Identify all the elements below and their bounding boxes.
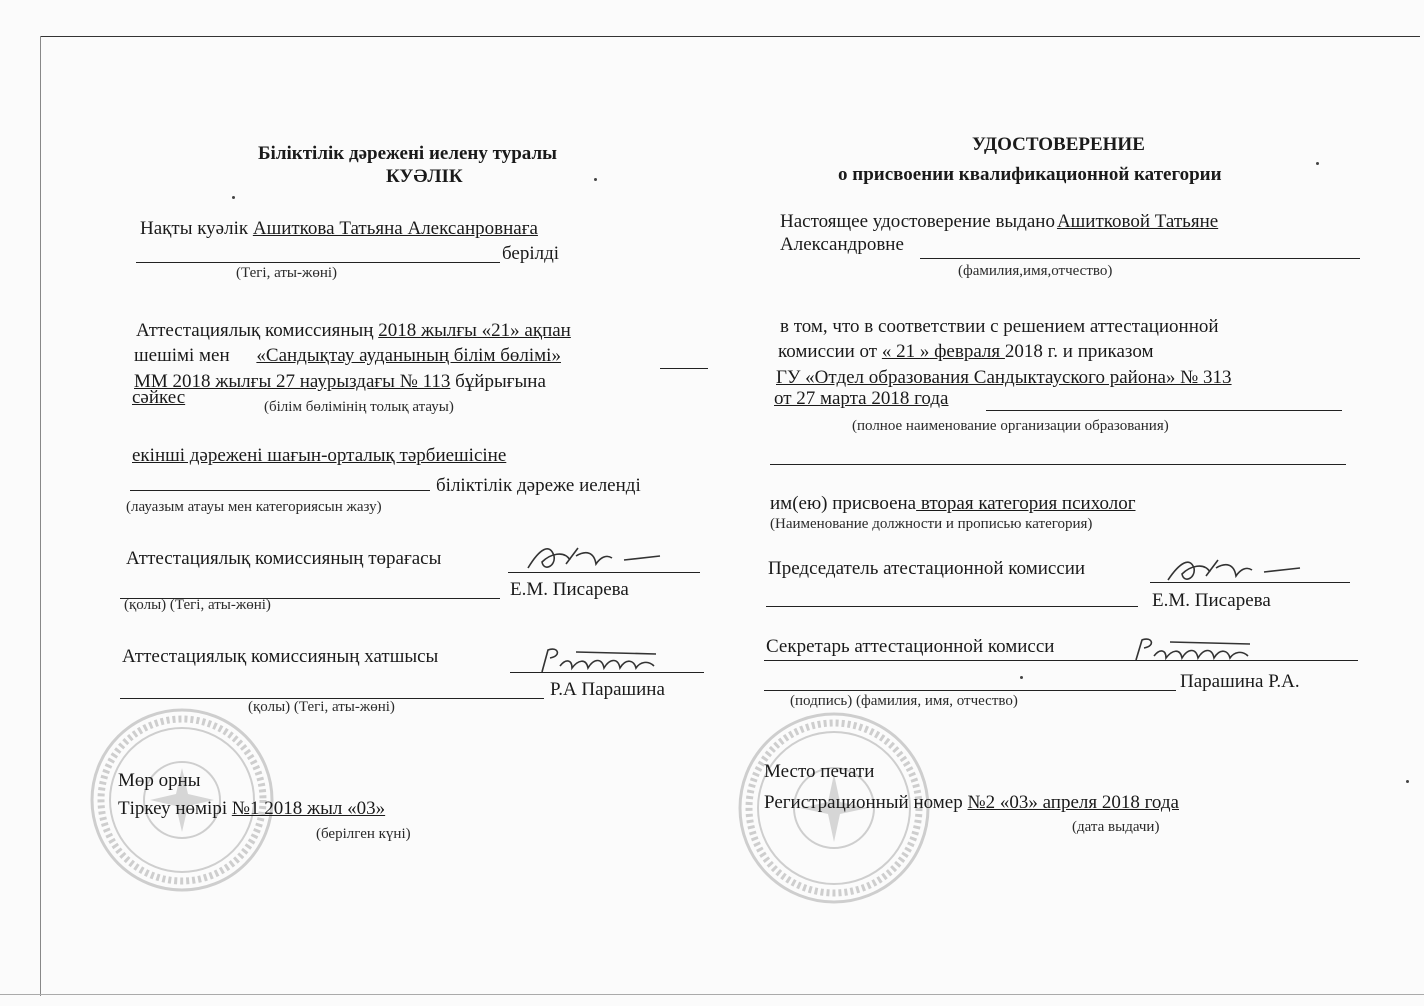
ru-title-line1: УДОСТОВЕРЕНИЕ: [972, 134, 1145, 155]
ru-reg-value: №2 «03» апреля 2018 года: [967, 792, 1179, 813]
ru-chairman-name-line: [766, 606, 1138, 607]
ru-issued-line: [780, 211, 1218, 233]
ru-secretary-signature: [1130, 634, 1270, 664]
kz-title-line2: КУӘЛІК: [386, 166, 463, 187]
kz-order-suffix: бұйрығына: [450, 371, 546, 392]
kz-decision-line1: [136, 320, 571, 342]
page-edge-left: [40, 36, 41, 996]
ru-name-line: [920, 258, 1360, 259]
kz-chairman-name: Е.М. Писарева: [510, 579, 629, 600]
ru-decision-line2-prefix: комиссии от: [778, 341, 882, 362]
ru-order-line-tail: [986, 410, 1342, 411]
kz-issued-suffix: берілді: [502, 243, 560, 264]
ru-secretary-name-line: [764, 690, 1176, 691]
kz-decision-date: 2018 жылғы «21» ақпан: [378, 320, 571, 341]
ru-issued-name1: Ашитковой Татьяне: [1056, 211, 1219, 232]
ru-org-caption: (полное наименование организации образования): [852, 418, 1169, 434]
ru-name-caption: (фамилия,имя,отчество): [958, 263, 1113, 279]
kz-name-caption: (Тегі, аты-жөні): [236, 265, 338, 281]
kz-decision-prefix: Аттестациялық комиссияның: [136, 320, 379, 341]
ru-decision-line1: в том, что в соответствии с решением аттестационной: [780, 316, 1219, 337]
kz-chairman-signature: [520, 538, 670, 578]
ru-secretary-name: Парашина Р.А.: [1180, 671, 1300, 692]
ru-decision-day: « 21 »: [881, 341, 930, 362]
ru-date-caption: (дата выдачи): [1072, 819, 1160, 835]
kz-position-caption: (лауазым атауы мен категориясын жазу): [126, 499, 382, 515]
ru-assigned-value: вторая категория психолог: [916, 493, 1136, 514]
ru-order-date: от 27 марта 2018 года: [774, 388, 949, 409]
kz-category-suffix: біліктілік дәреже иеленді: [436, 475, 641, 496]
kz-date-caption: (берілген күні): [316, 826, 411, 842]
ru-chairman-label: Председатель атестационной комиссии: [768, 558, 1086, 579]
ru-secretary-label: Секретарь аттестационной комисси: [766, 636, 1055, 657]
kz-decision-line2-prefix: шешімі мен: [134, 345, 235, 366]
kz-order-line: [134, 371, 546, 393]
ru-seal-place: Место печати: [764, 761, 875, 782]
kz-name-line: [136, 262, 500, 263]
kz-position-line: [130, 490, 430, 491]
kz-seal-place: Мөр орны: [118, 770, 201, 791]
kz-title-line1: Біліктілік дәрежені иелену туралы: [258, 143, 557, 164]
ru-secretary-caption: (подпись) (фамилия, имя, отчество): [790, 693, 1018, 709]
ru-chairman-name: Е.М. Писарева: [1152, 590, 1271, 611]
scan-speck: [1406, 780, 1409, 783]
ru-assigned-prefix: им(ею) присвоена: [770, 493, 917, 514]
scan-speck: [594, 178, 597, 181]
kz-issued-line: [140, 218, 538, 240]
kz-reg-prefix: Тіркеу нөмірі: [118, 798, 232, 819]
scan-speck: [232, 196, 235, 199]
kz-issued-prefix: Нақты куәлік: [140, 218, 253, 239]
kz-secretary-label: Аттестациялық комиссияның хатшысы: [122, 646, 439, 667]
ru-issued-prefix: Настоящее удостоверение выдано: [780, 211, 1055, 232]
ru-issued-name2: Александровне: [780, 234, 904, 255]
ru-chairman-signature: [1160, 552, 1310, 590]
ru-title-line2: о присвоении квалификационной категории: [838, 164, 1222, 185]
kz-order-mm: ММ 2018 жылғы 27 наурыздағы № 113: [134, 371, 451, 392]
kz-chairman-caption: (қолы) (Тегі, аты-жөні): [124, 597, 271, 613]
kz-org-caption: (білім бөлімінің толық атауы): [264, 399, 454, 415]
ru-extra-line: [770, 464, 1346, 465]
scan-speck: [1316, 162, 1319, 165]
ru-decision-line2-suffix: 2018 г. и приказом: [1004, 341, 1154, 362]
ru-registration-line: [764, 792, 1179, 814]
page-edge-top: [40, 36, 1420, 37]
ru-reg-prefix: Регистрационный номер: [764, 792, 968, 813]
scan-speck: [1020, 676, 1023, 679]
ru-assigned-line: [770, 493, 1136, 515]
kz-accordance: сәйкес: [132, 387, 186, 408]
ru-decision-month: февраля: [929, 341, 1005, 362]
page-edge-bottom: [0, 994, 1424, 995]
kz-issued-name: Ашиткова Татьяна Алексанровнаға: [252, 218, 538, 239]
kz-registration-line: [118, 798, 385, 820]
kz-org-name: «Сандықтау ауданының білім бөлімі»: [256, 345, 561, 366]
kz-secretary-name: Р.А Парашина: [550, 679, 665, 700]
kz-position: екінші дәрежені шағын-орталық тәрбиешісіне: [132, 445, 507, 466]
kz-secretary-signature: [536, 644, 676, 676]
kz-chairman-label: Аттестациялық комиссияның төрағасы: [126, 548, 442, 569]
ru-position-caption: (Наименование должности и прописью категория): [770, 516, 1093, 532]
kz-decision-line2: [134, 345, 561, 367]
kz-secretary-caption: (қолы) (Тегі, аты-жөні): [248, 699, 395, 715]
kz-org-line-tail: [660, 368, 708, 369]
ru-decision-line2: [778, 341, 1154, 363]
kz-reg-value: №1 2018 жыл «03»: [231, 798, 386, 819]
ru-org-line: ГУ «Отдел образования Сандыктауского района» № 313: [776, 367, 1232, 388]
